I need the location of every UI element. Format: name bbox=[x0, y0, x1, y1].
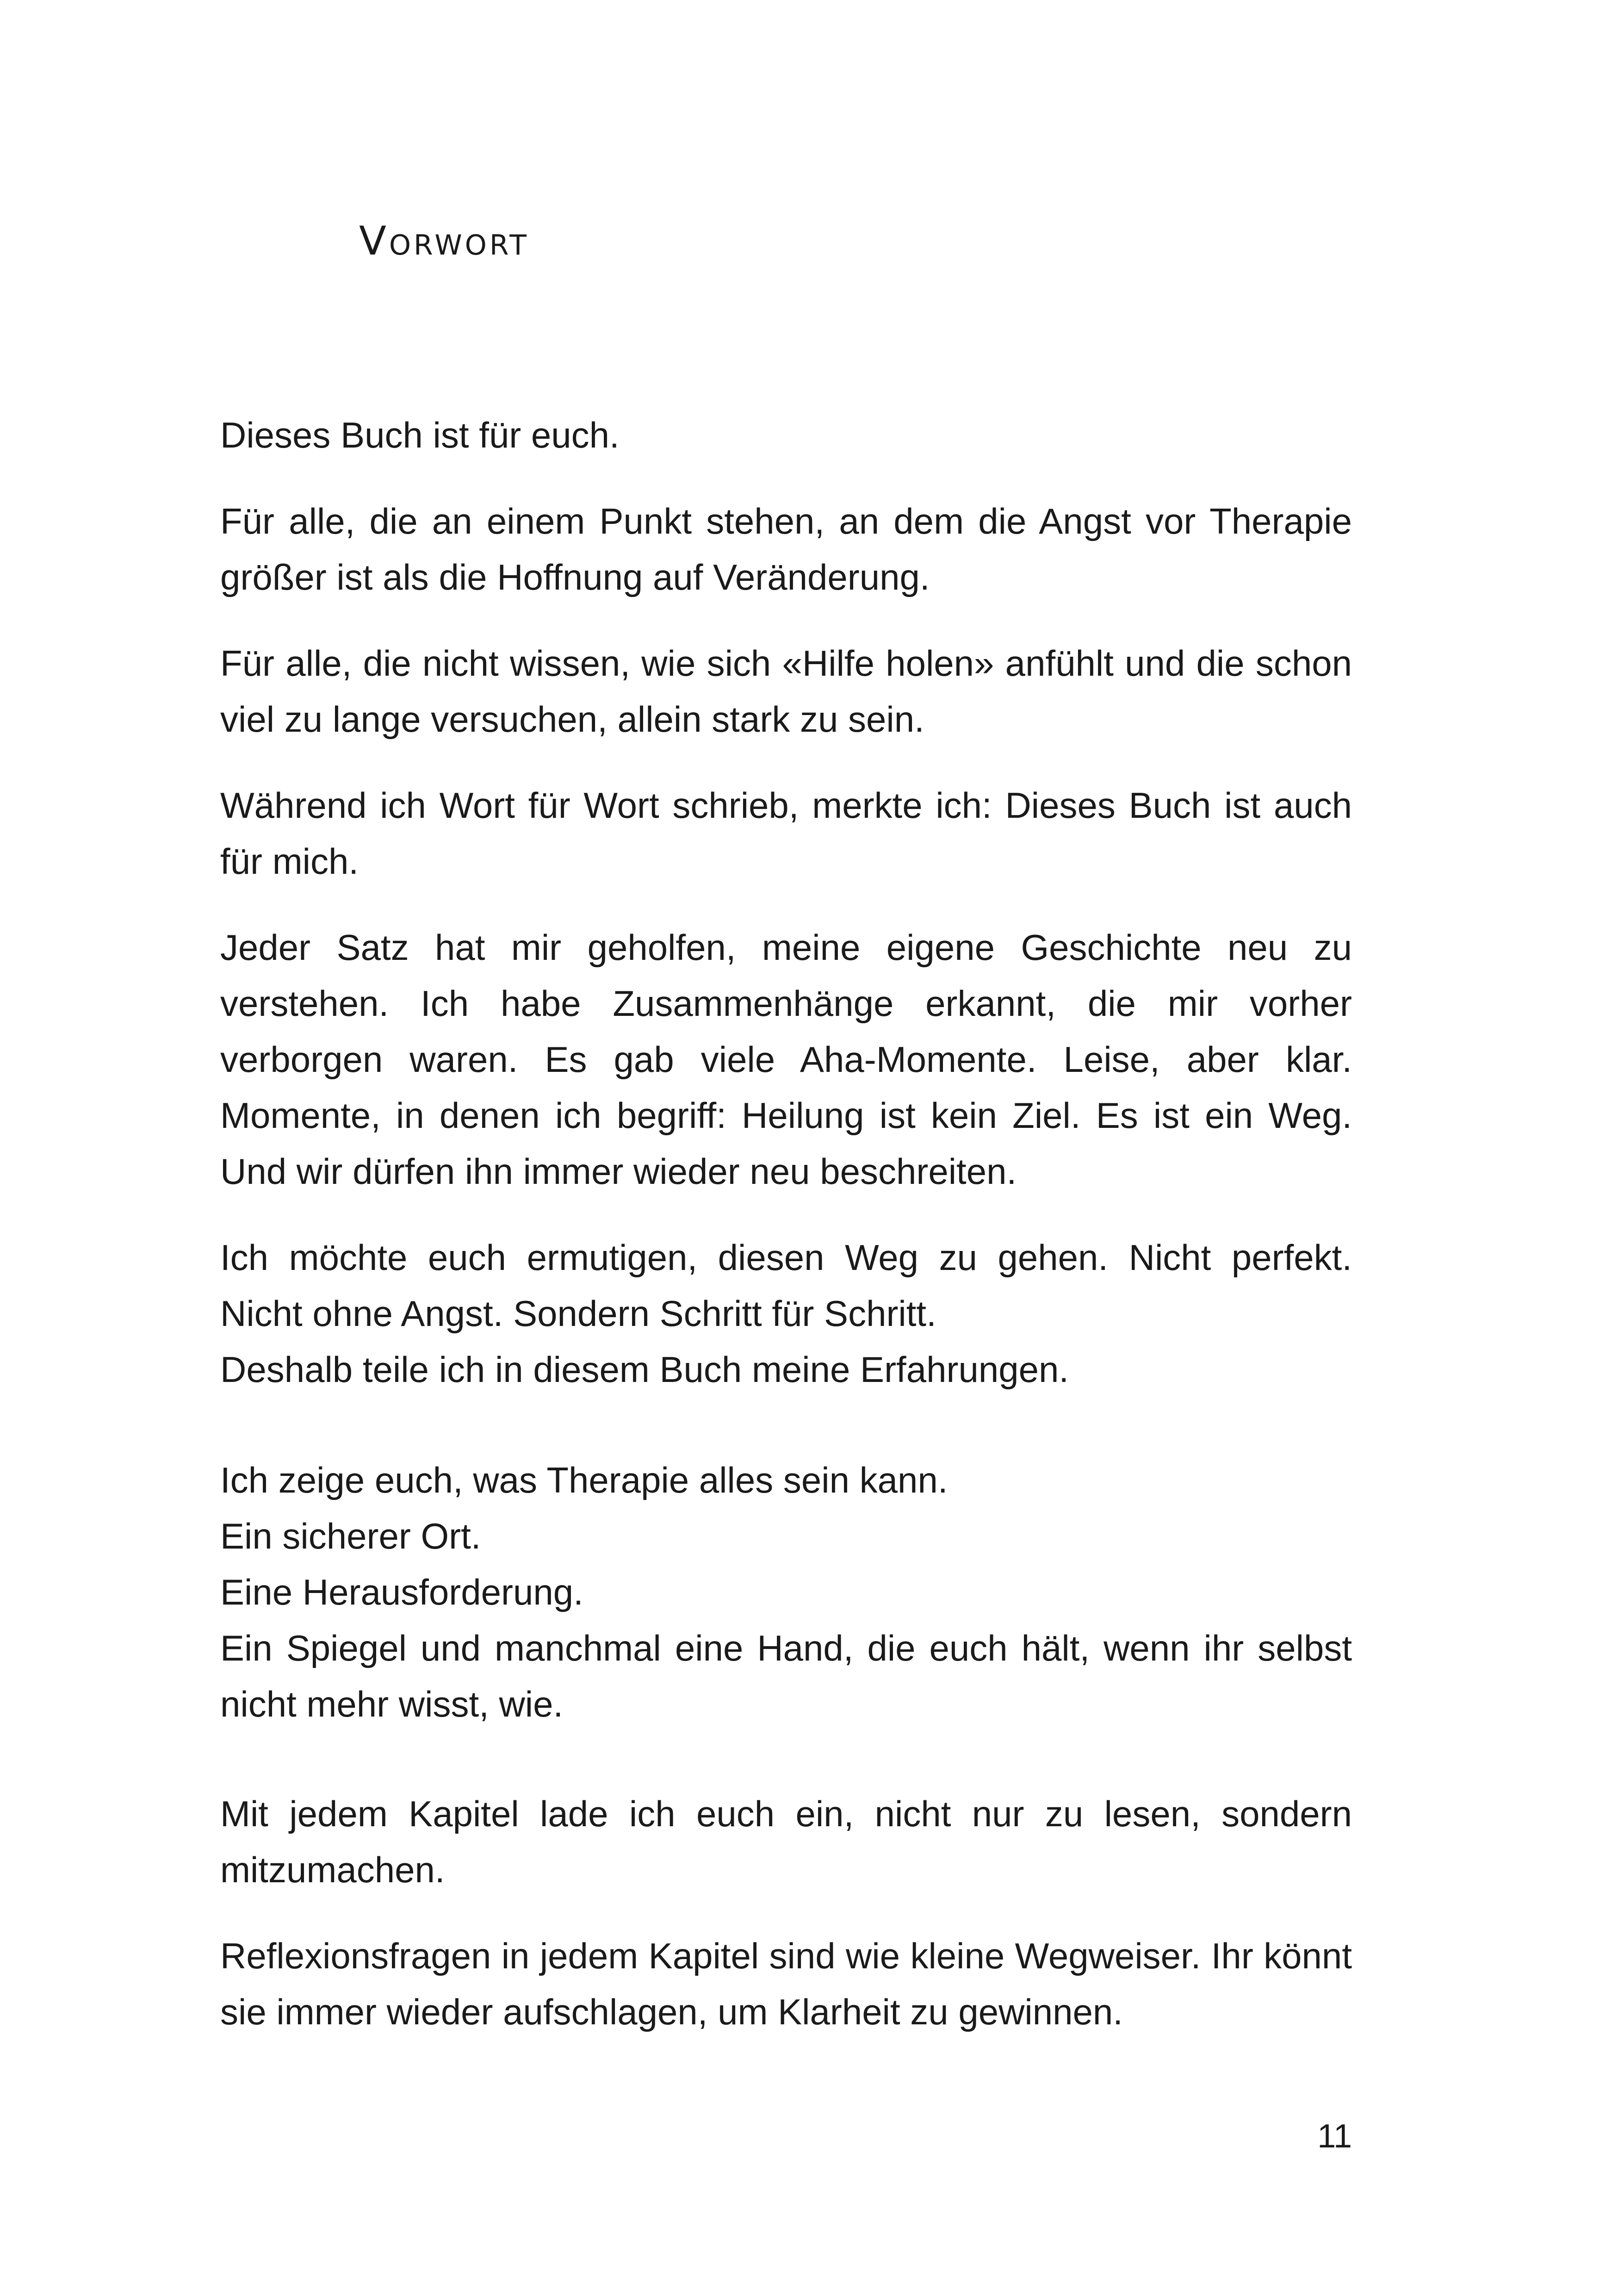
paragraph-6-line-3: Deshalb teile ich in diesem Buch meine Erfahrungen. bbox=[220, 1349, 1069, 1390]
paragraph-2: Für alle, die an einem Punkt stehen, an dem die Angst vor Therapie größer ist als die Hoffnung auf Veränderung. bbox=[220, 501, 1352, 597]
chapter-title: Vorwort bbox=[359, 218, 529, 264]
paragraph-7-line-3: Eine Herausforderung. bbox=[220, 1572, 583, 1612]
paragraph-9: Reflexionsfragen in jedem Kapitel sind wie kleine Wegweiser. Ihr könnt sie immer wieder aufschlagen, um Klarheit zu gewinnen. bbox=[220, 1935, 1352, 2032]
chapter-body bbox=[220, 407, 1352, 2070]
paragraph-6 bbox=[220, 1230, 1352, 1398]
paragraph-4: Während ich Wort für Wort schrieb, merkte ich: Dieses Buch ist auch für mich. bbox=[220, 785, 1352, 882]
paragraph-8: Mit jedem Kapitel lade ich euch ein, nicht nur zu lesen, sondern mitzumachen. bbox=[220, 1793, 1352, 1890]
paragraph-1: Dieses Buch ist für euch. bbox=[220, 415, 620, 455]
paragraph-7-line-2: Ein sicherer Ort. bbox=[220, 1516, 481, 1556]
paragraph-6-line-2: Nicht ohne Angst. Sondern Schritt für Schritt. bbox=[220, 1293, 936, 1334]
paragraph-7-line-1: Ich zeige euch, was Therapie alles sein kann. bbox=[220, 1460, 948, 1500]
page-number: 11 bbox=[1317, 2118, 1352, 2155]
paragraph-5: Jeder Satz hat mir geholfen, meine eigene Geschichte neu zu verstehen. Ich habe Zusammenhänge erkannt, die mir vorher verborgen waren. Es gab viele Aha-Momente. Leise, aber klar. Momente, in denen ich begriff: Heilung ist kein Ziel. Es ist ein Weg. Und wir dürfen ihn immer wieder neu beschreiten. bbox=[220, 927, 1352, 1192]
paragraph-7-line-4: Ein Spiegel und manchmal eine Hand, die euch hält, wenn ihr selbst nicht mehr wisst, wie. bbox=[220, 1628, 1352, 1724]
paragraph-7 bbox=[220, 1452, 1352, 1732]
paragraph-3: Für alle, die nicht wissen, wie sich «Hilfe holen» anfühlt und die schon viel zu lange versuchen, allein stark zu sein. bbox=[220, 643, 1352, 740]
paragraph-6-line-1: Ich möchte euch ermutigen, diesen Weg zu gehen. Nicht perfekt. bbox=[220, 1237, 1352, 1278]
